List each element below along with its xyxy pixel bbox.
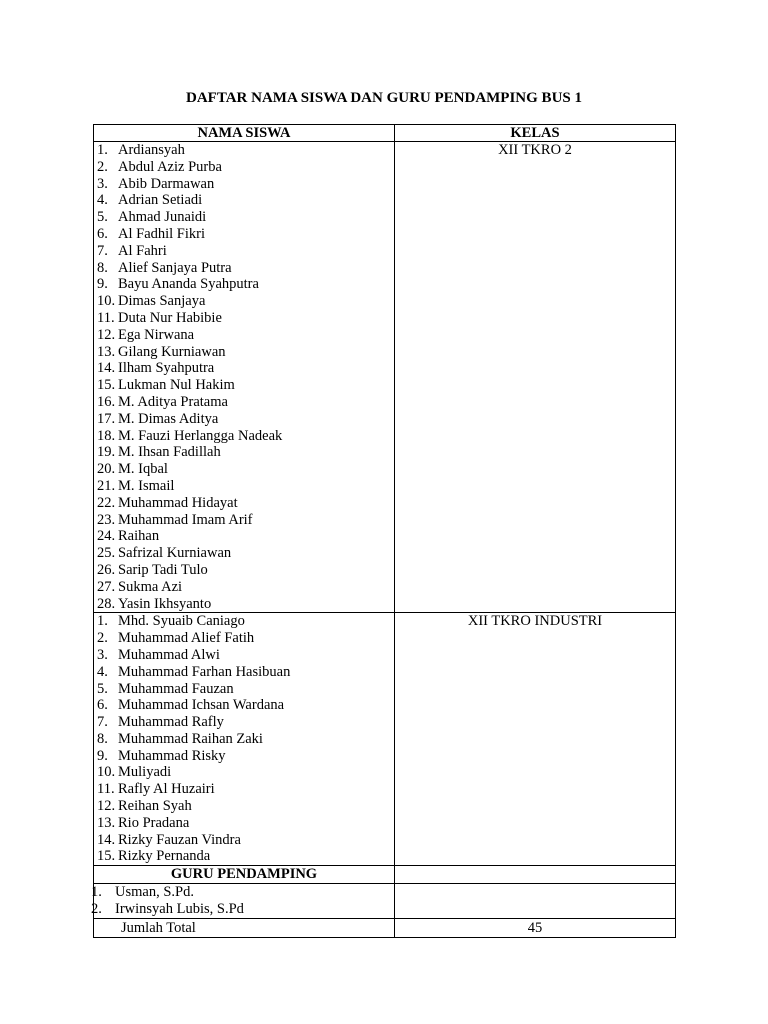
list-item <box>94 714 394 731</box>
list-item <box>94 848 394 865</box>
list-item <box>94 394 394 411</box>
list-item <box>94 360 394 377</box>
list-item <box>94 664 394 681</box>
list-item <box>94 344 394 361</box>
list-item <box>94 176 394 193</box>
list-item <box>94 377 394 394</box>
list-item <box>94 428 394 445</box>
item-number: 6. <box>97 225 108 242</box>
student-name: Lukman Nul Hakim <box>118 377 235 394</box>
item-number: 15. <box>97 848 116 865</box>
item-number: 15. <box>97 377 116 394</box>
student-name: Bayu Ananda Syahputra <box>118 276 259 293</box>
student-name: Rizky Fauzan Vindra <box>118 831 241 848</box>
student-name: Muhammad Raihan Zaki <box>118 730 263 747</box>
student-name: M. Ihsan Fadillah <box>118 444 221 461</box>
student-name: Muliyadi <box>118 764 172 781</box>
teacher-item <box>91 901 394 918</box>
item-number: 14. <box>97 360 116 377</box>
item-number: 2. <box>91 901 102 918</box>
header-class-column: KELAS <box>395 125 676 142</box>
item-number: 23. <box>97 511 116 528</box>
student-name: Duta Nur Habibie <box>118 309 222 326</box>
item-number: 5. <box>97 209 108 226</box>
item-number: 28. <box>97 595 116 612</box>
list-item <box>94 310 394 327</box>
student-name: Muhammad Hidayat <box>118 494 238 511</box>
student-name: M. Ismail <box>118 477 175 494</box>
header-name-column: NAMA SISWA <box>94 125 395 142</box>
table-header-row <box>94 125 676 142</box>
list-item <box>94 512 394 529</box>
student-name: Rafly Al Huzairi <box>118 781 215 798</box>
item-number: 21. <box>97 477 116 494</box>
item-number: 2. <box>97 158 108 175</box>
list-item <box>94 411 394 428</box>
item-number: 10. <box>97 293 116 310</box>
item-number: 5. <box>97 680 108 697</box>
item-number: 22. <box>97 494 116 511</box>
student-name: Al Fadhil Fikri <box>118 225 206 242</box>
list-item <box>94 781 394 798</box>
student-name: Rio Pradana <box>118 814 190 831</box>
student-name: Mhd. Syuaib Caniago <box>118 613 245 630</box>
item-number: 18. <box>97 427 116 444</box>
student-name: Muhammad Alwi <box>118 646 220 663</box>
list-item <box>94 647 394 664</box>
group-row-tkro2 <box>94 142 676 613</box>
list-item <box>94 192 394 209</box>
item-number: 8. <box>97 259 108 276</box>
list-item <box>94 327 394 344</box>
document-title: DAFTAR NAMA SISWA DAN GURU PENDAMPING BUS 1 <box>186 90 582 106</box>
item-number: 13. <box>97 343 116 360</box>
item-number: 14. <box>97 831 116 848</box>
item-number: 16. <box>97 393 116 410</box>
student-name: Muhammad Ichsan Wardana <box>118 697 285 714</box>
teacher-list-empty-cell <box>395 884 676 919</box>
student-name: Alief Sanjaya Putra <box>118 259 232 276</box>
item-number: 10. <box>97 764 116 781</box>
student-name: Muhammad Farhan Hasibuan <box>118 663 291 680</box>
student-name: M. Iqbal <box>118 461 168 478</box>
teacher-list-row <box>94 884 676 919</box>
student-name: Dimas Sanjaya <box>118 293 206 310</box>
student-name: Rizky Pernanda <box>118 848 211 865</box>
list-item <box>94 478 394 495</box>
teacher-heading-empty-cell <box>395 866 676 884</box>
student-list-tkro2 <box>94 142 395 613</box>
student-name: Ardiansyah <box>118 142 185 158</box>
item-number: 4. <box>97 663 108 680</box>
item-number: 11. <box>97 781 115 798</box>
list-item <box>94 495 394 512</box>
student-name: Sarip Tadi Tulo <box>118 561 208 578</box>
item-number: 27. <box>97 578 116 595</box>
teacher-list <box>91 884 395 919</box>
item-number: 13. <box>97 814 116 831</box>
teacher-heading: GURU PENDAMPING <box>94 866 395 884</box>
student-name: Yasin Ikhsyanto <box>118 595 212 612</box>
teacher-item <box>91 884 394 901</box>
class-cell-tkro2: XII TKRO 2 <box>395 142 676 613</box>
item-number: 11. <box>97 309 115 326</box>
item-number: 12. <box>97 326 116 343</box>
total-label: Jumlah Total <box>121 919 196 936</box>
group-row-tkro-industri <box>94 613 676 866</box>
item-number: 8. <box>97 730 108 747</box>
list-item <box>94 545 394 562</box>
list-item <box>94 764 394 781</box>
total-value: 45 <box>395 918 676 937</box>
student-name: Ilham Syahputra <box>118 360 215 377</box>
item-number: 26. <box>97 561 116 578</box>
list-item <box>94 681 394 698</box>
item-number: 3. <box>97 175 108 192</box>
student-name: M. Fauzi Herlangga Nadeak <box>118 427 283 444</box>
list-item <box>94 209 394 226</box>
item-number: 4. <box>97 192 108 209</box>
student-name: Sukma Azi <box>118 578 183 595</box>
item-number: 2. <box>97 630 108 647</box>
total-label-cell <box>94 918 395 937</box>
list-item <box>94 243 394 260</box>
student-name: Muhammad Risky <box>118 747 226 764</box>
list-item <box>94 562 394 579</box>
student-name: Adrian Setiadi <box>118 192 203 209</box>
list-item <box>94 596 394 613</box>
student-name: Abib Darmawan <box>118 175 215 192</box>
list-item <box>94 697 394 714</box>
student-name: M. Dimas Aditya <box>118 410 219 427</box>
item-number: 9. <box>97 276 108 293</box>
list-item <box>94 528 394 545</box>
student-name: Abdul Aziz Purba <box>118 158 222 175</box>
list-item <box>94 613 394 630</box>
teacher-heading-row <box>94 866 676 884</box>
item-number: 19. <box>97 444 116 461</box>
student-list-tkro-industri <box>94 613 395 866</box>
list-item <box>94 159 394 176</box>
item-number: 1. <box>91 884 102 901</box>
student-name: Reihan Syah <box>118 798 192 815</box>
list-item <box>94 293 394 310</box>
student-name: Muhammad Rafly <box>118 714 224 731</box>
list-item <box>94 832 394 849</box>
list-item <box>94 276 394 293</box>
student-name: Muhammad Fauzan <box>118 680 234 697</box>
list-item <box>94 260 394 277</box>
student-name: Ega Nirwana <box>118 326 195 343</box>
student-name: Safrizal Kurniawan <box>118 545 232 562</box>
item-number: 3. <box>97 646 108 663</box>
student-name: Muhammad Alief Fatih <box>118 630 255 647</box>
student-name: M. Aditya Pratama <box>118 393 228 410</box>
class-cell-tkro-industri: XII TKRO INDUSTRI <box>395 613 676 866</box>
item-number: 12. <box>97 798 116 815</box>
item-number: 1. <box>97 613 108 630</box>
list-item <box>94 731 394 748</box>
item-number: 25. <box>97 545 116 562</box>
roster-table <box>93 124 676 938</box>
student-name: Muhammad Imam Arif <box>118 511 253 528</box>
list-item <box>94 461 394 478</box>
student-name: Raihan <box>118 528 160 545</box>
list-item <box>94 142 394 159</box>
teacher-name: Irwinsyah Lubis, S.Pd <box>115 901 244 918</box>
student-name: Ahmad Junaidi <box>118 209 207 226</box>
student-name: Al Fahri <box>118 242 167 259</box>
item-number: 1. <box>97 142 108 158</box>
list-item <box>94 444 394 461</box>
item-number: 24. <box>97 528 116 545</box>
list-item <box>94 630 394 647</box>
item-number: 20. <box>97 461 116 478</box>
list-item <box>94 798 394 815</box>
student-name: Gilang Kurniawan <box>118 343 226 360</box>
list-item <box>94 579 394 596</box>
list-item <box>94 226 394 243</box>
item-number: 6. <box>97 697 108 714</box>
list-item <box>94 748 394 765</box>
item-number: 7. <box>97 242 108 259</box>
teacher-name: Usman, S.Pd. <box>115 884 194 901</box>
item-number: 17. <box>97 410 116 427</box>
item-number: 7. <box>97 714 108 731</box>
item-number: 9. <box>97 747 108 764</box>
list-item <box>94 815 394 832</box>
total-row <box>94 918 676 937</box>
